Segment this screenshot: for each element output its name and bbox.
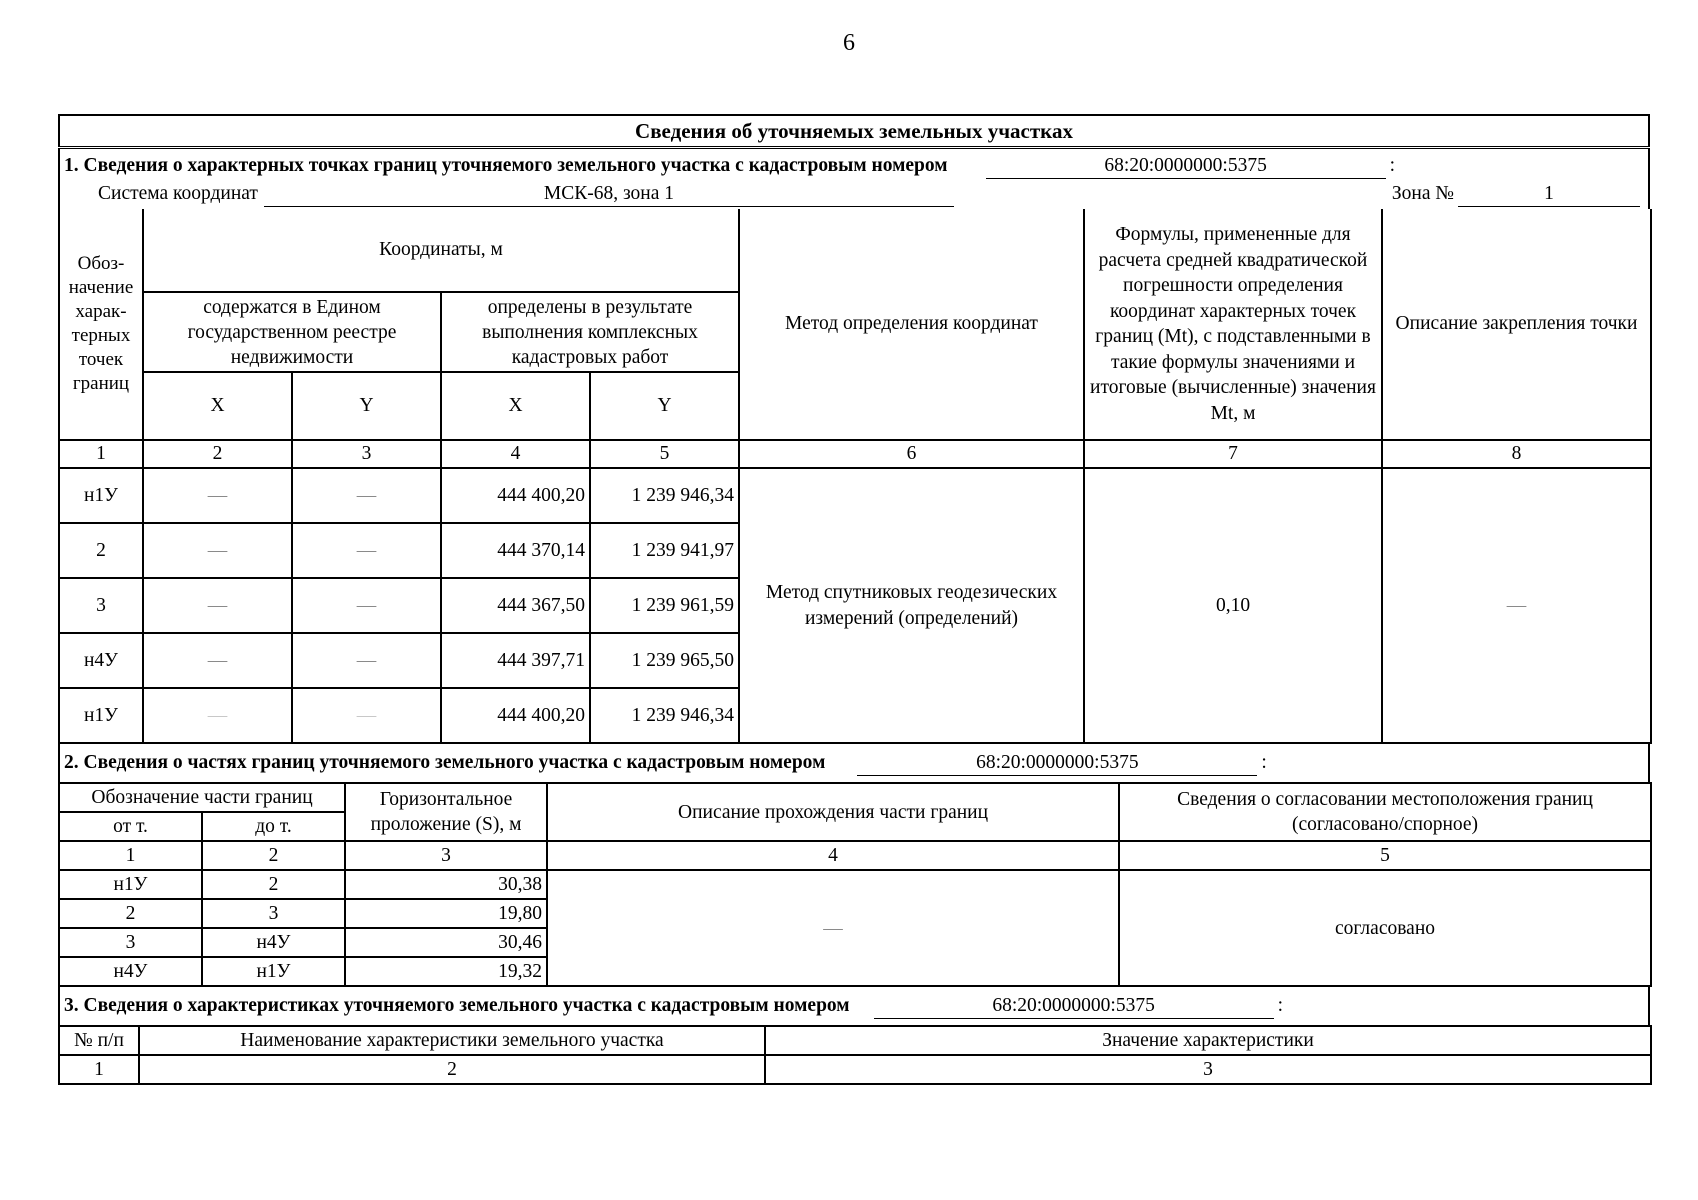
y-coordinate: 1 239 965,50: [590, 633, 739, 688]
col-number: 1: [59, 1055, 139, 1084]
description-value: —: [1382, 468, 1651, 743]
x-egrn: —: [143, 468, 292, 523]
x-egrn: —: [143, 688, 292, 743]
section1-heading-colon: :: [1389, 155, 1395, 176]
x-coordinate: 444 397,71: [441, 633, 590, 688]
from-point: н1У: [59, 870, 202, 899]
col-number: 1: [59, 841, 202, 870]
header-from-point: от т.: [59, 812, 202, 841]
point-name: 3: [59, 578, 143, 633]
col-number: 2: [143, 440, 292, 468]
x-coordinate: 444 370,14: [441, 523, 590, 578]
section3-heading-block: [59, 987, 1649, 1025]
y-coordinate: 1 239 946,34: [590, 688, 739, 743]
col-number: 7: [1084, 440, 1382, 468]
col-number: 2: [139, 1055, 765, 1084]
table-row: [59, 468, 1651, 523]
point-name: 2: [59, 523, 143, 578]
y-egrn: —: [292, 578, 441, 633]
col-number: 5: [590, 440, 739, 468]
to-point: 3: [202, 899, 345, 928]
col-number: 4: [547, 841, 1119, 870]
y-coordinate: 1 239 961,59: [590, 578, 739, 633]
header-method: Метод определения координат: [739, 209, 1084, 440]
col-number: 3: [345, 841, 547, 870]
col-number: 6: [739, 440, 1084, 468]
x-egrn: —: [143, 578, 292, 633]
section1-heading-table: [58, 149, 1650, 209]
x-egrn: —: [143, 633, 292, 688]
from-point: н4У: [59, 957, 202, 986]
y-egrn: —: [292, 633, 441, 688]
form-title: Сведения об уточняемых земельных участках: [59, 115, 1649, 148]
y-coordinate: 1 239 946,34: [590, 468, 739, 523]
section1-heading-block: [59, 149, 1649, 209]
passage-value: —: [547, 870, 1119, 986]
header-description: Описание закрепления точки: [1382, 209, 1651, 440]
y-coordinate: 1 239 941,97: [590, 523, 739, 578]
x-coordinate: 444 400,20: [441, 468, 590, 523]
header-y-egrn: Y: [292, 372, 441, 440]
x-coordinate: 444 367,50: [441, 578, 590, 633]
length-value: 30,46: [345, 928, 547, 957]
x-coordinate: 444 400,20: [441, 688, 590, 743]
section3-heading-colon: :: [1277, 995, 1284, 1016]
col-number: 5: [1119, 841, 1651, 870]
y-egrn: —: [292, 688, 441, 743]
header-characteristic-value: Значение характеристики: [765, 1026, 1651, 1055]
col-number: 4: [441, 440, 590, 468]
header-x-kkr: X: [441, 372, 590, 440]
section1-cadastral-number: 68:20:0000000:5375: [986, 154, 1386, 179]
section1-heading: 1. Сведения о характерных точках границ уточняемого земельного участка с кадастровым номером: [64, 155, 948, 176]
header-coordinates: Координаты, м: [143, 209, 739, 292]
section3-heading: 3. Сведения о характеристиках уточняемого земельного участка с кадастровым номером: [64, 995, 850, 1016]
point-name: н4У: [59, 633, 143, 688]
header-horizontal-length: Горизонтальное проложение (S), м: [345, 783, 547, 841]
point-name: н1У: [59, 688, 143, 743]
header-row-number: № п/п: [59, 1026, 139, 1055]
characteristics-table: [58, 1025, 1652, 1085]
coord-system-value: МСК-68, зона 1: [264, 182, 954, 207]
zone-label: Зона №: [1391, 183, 1454, 204]
col-number: 2: [202, 841, 345, 870]
header-agreement: Сведения о согласовании местоположения границ (согласовано/спорное): [1119, 783, 1651, 841]
y-egrn: —: [292, 468, 441, 523]
header-point-designation: Обоз-начение харак-терных точек границ: [59, 209, 143, 440]
section3-heading-table: [58, 987, 1650, 1025]
header-x-egrn: X: [143, 372, 292, 440]
section2-heading-block: [59, 744, 1649, 782]
header-characteristic-name: Наименование характеристики земельного участка: [139, 1026, 765, 1055]
header-boundary-part: Обозначение части границ: [59, 783, 345, 812]
to-point: 2: [202, 870, 345, 899]
length-value: 30,38: [345, 870, 547, 899]
to-point: н4У: [202, 928, 345, 957]
length-value: 19,32: [345, 957, 547, 986]
title-table: [58, 114, 1650, 149]
coord-system-label: Система координат: [98, 183, 258, 204]
header-y-kkr: Y: [590, 372, 739, 440]
zone-value: 1: [1458, 182, 1640, 207]
y-egrn: —: [292, 523, 441, 578]
boundary-parts-table: [58, 782, 1652, 987]
agreement-value: согласовано: [1119, 870, 1651, 986]
section2-heading-colon: :: [1261, 752, 1267, 773]
header-to-point: до т.: [202, 812, 345, 841]
section2-heading-table: [58, 744, 1650, 782]
mt-value: 0,10: [1084, 468, 1382, 743]
header-kkr: определены в результате выполнения комплексных кадастровых работ: [441, 292, 739, 372]
header-passage-description: Описание прохождения части границ: [547, 783, 1119, 841]
to-point: н1У: [202, 957, 345, 986]
page-number: 6: [843, 30, 855, 56]
col-number: 3: [292, 440, 441, 468]
col-number: 3: [765, 1055, 1651, 1084]
section2-cadastral-number: 68:20:0000000:5375: [857, 751, 1257, 776]
cadastral-form: [58, 114, 1650, 1085]
points-table: [58, 209, 1652, 744]
table-row: [59, 870, 1651, 899]
header-formulas: Формулы, примененные для расчета средней квадратической погрешности определения координат характерных точек границ (Mt), с подставленными в такие формулы значениями и итоговые (вычисленные) значения Mt, м: [1084, 209, 1382, 440]
length-value: 19,80: [345, 899, 547, 928]
x-egrn: —: [143, 523, 292, 578]
col-number: 1: [59, 440, 143, 468]
method-value: Метод спутниковых геодезических измерений (определений): [739, 468, 1084, 743]
header-egrn: содержатся в Едином государственном реестре недвижимости: [143, 292, 441, 372]
col-number: 8: [1382, 440, 1651, 468]
from-point: 2: [59, 899, 202, 928]
point-name: н1У: [59, 468, 143, 523]
section2-heading: 2. Сведения о частях границ уточняемого земельного участка с кадастровым номером: [64, 752, 826, 773]
from-point: 3: [59, 928, 202, 957]
section3-cadastral-number: 68:20:0000000:5375: [874, 994, 1274, 1019]
